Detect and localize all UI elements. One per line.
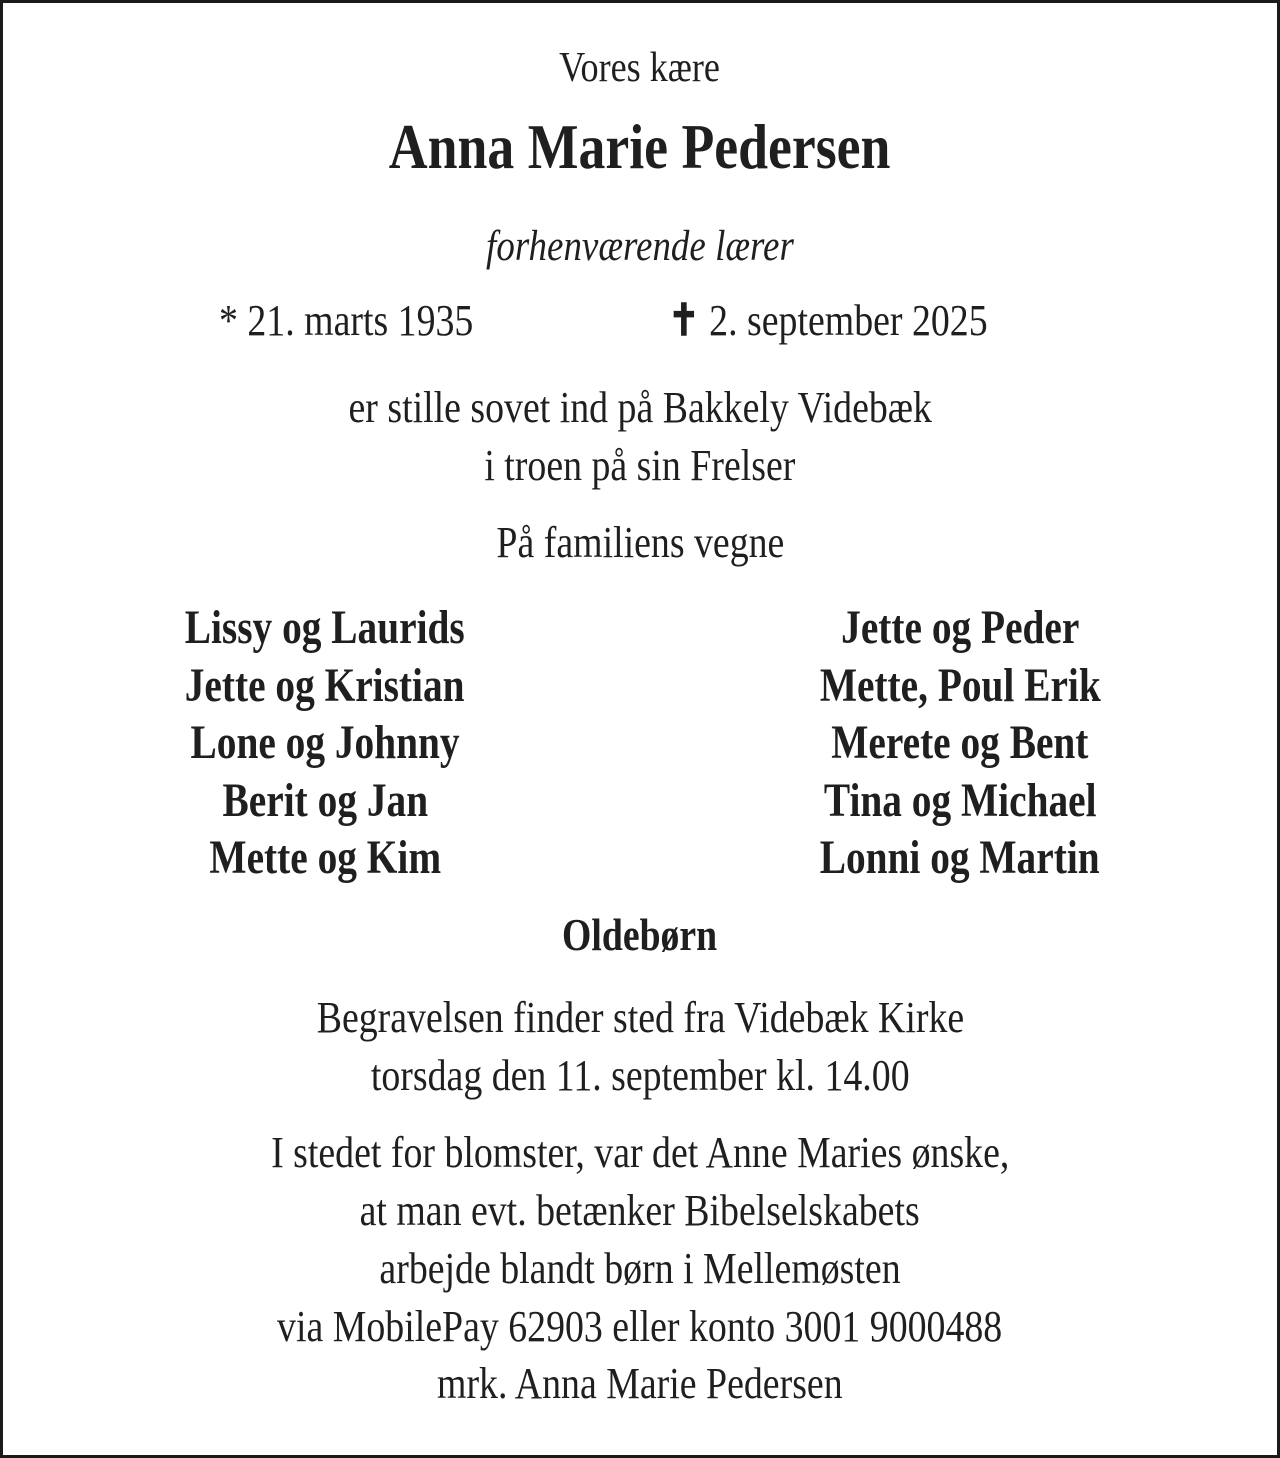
donation-line: mrk. Anna Marie Pedersen (437, 1359, 843, 1408)
donation-line: I stedet for blomster, var det Anne Maries ønske, (270, 1128, 1010, 1177)
family-name: Berit og Jan (222, 773, 428, 827)
occupation-text: forhenværende lærer (486, 223, 794, 270)
life-dates (3, 296, 1277, 349)
donation-line: arbejde blandt børn i Mellemøsten (379, 1244, 901, 1293)
family-column-left (5, 599, 645, 887)
family-column-right (640, 599, 1280, 887)
family-name: Jette og Kristian (185, 658, 465, 712)
funeral-line: Begravelsen finder sted fra Videbæk Kirke (316, 993, 964, 1042)
family-name: Merete og Bent (831, 716, 1089, 769)
message-line: er stille sovet ind på Bakkely Videbæk (348, 383, 932, 432)
message-line: i troen på sin Frelser (484, 441, 796, 490)
cross-death-icon: ✝ (668, 296, 700, 345)
great-grandchildren-label: Oldebørn (562, 909, 718, 960)
deceased-name: Anna Marie Pedersen (389, 111, 891, 182)
donation-line: at man evt. betænker Bibelselskabets (359, 1186, 921, 1235)
asterisk-birth-icon: * (219, 296, 238, 345)
family-name: Jette og Peder (840, 601, 1080, 654)
family-name: Lone og Johnny (190, 716, 460, 769)
birth-date: * 21. marts 1935 (219, 296, 474, 345)
on-behalf-text: På familiens vegne (496, 518, 784, 567)
family-name: Tina og Michael (823, 773, 1097, 827)
death-date: ✝ 2. september 2025 (668, 296, 988, 345)
family-name: Lonni og Martin (820, 831, 1100, 884)
donation-line: via MobilePay 62903 eller konto 3001 9000488 (277, 1302, 1003, 1351)
family-name: Lissy og Laurids (185, 601, 465, 654)
intro-text: Vores kære (559, 45, 721, 91)
family-name: Mette og Kim (209, 831, 441, 884)
funeral-line: torsdag den 11. september kl. 14.00 (370, 1051, 910, 1100)
family-name: Mette, Poul Erik (819, 658, 1101, 712)
